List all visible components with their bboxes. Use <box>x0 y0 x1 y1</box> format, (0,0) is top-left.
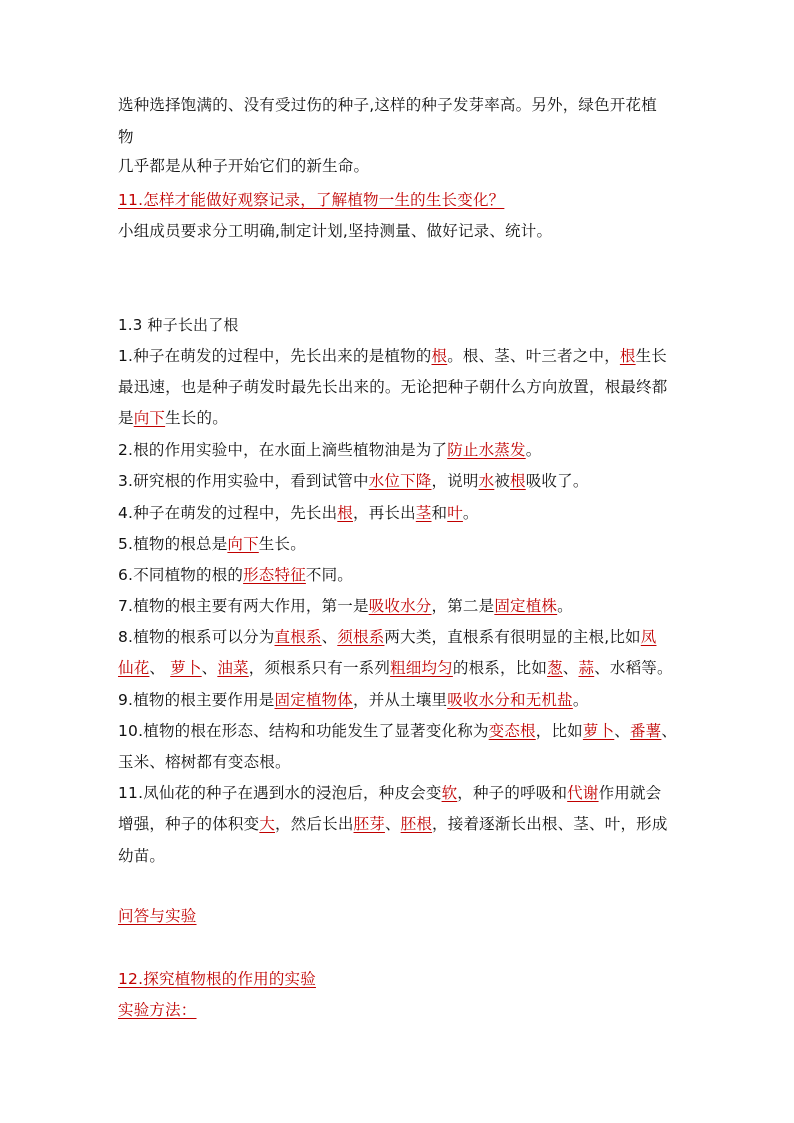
text: 。 <box>525 441 542 459</box>
text: 、 <box>661 722 678 740</box>
item-4 <box>118 502 678 524</box>
item-2 <box>118 439 678 461</box>
text: 4.种子在萌发的过程中，先长出 <box>118 504 338 522</box>
answer-blank: 防止水蒸发 <box>447 441 526 459</box>
answer-blank: 代谢 <box>567 784 599 802</box>
item-3 <box>118 470 678 492</box>
answer-blank: 向下 <box>133 409 166 427</box>
text: ，说明 <box>431 472 479 490</box>
answer-blank: 根 <box>337 504 353 522</box>
text: 被 <box>494 472 511 490</box>
experiment-method-text: 实验方法： <box>118 1001 197 1019</box>
text: ，须根系只有一系列 <box>248 659 391 677</box>
q12-title <box>118 968 678 990</box>
answer-blank: 油菜 <box>217 659 249 677</box>
answer-blank: 茎 <box>415 504 432 522</box>
experiment-method <box>118 999 678 1021</box>
intro-line-3: 几乎都是从种子开始它们的新生命。 <box>118 157 370 175</box>
answer-blank: 水位下降 <box>368 472 432 490</box>
item-6 <box>118 564 678 586</box>
text: ，再长出 <box>353 504 416 522</box>
answer-blank: 胚芽 <box>353 815 385 833</box>
text: 吸收了。 <box>525 472 589 490</box>
section-title: 1.3 种子长出了根 <box>118 316 239 334</box>
answer-blank: 番薯 <box>629 722 662 740</box>
item-1-line-1 <box>118 345 678 367</box>
answer-blank: 根 <box>619 347 636 365</box>
text: 7.植物的根主要有两大作用，第一是 <box>118 597 369 615</box>
q11-question-text: 11.怎样才能做好观察记录，了解植物一生的生长变化？ <box>118 191 505 209</box>
text: ，并从土壤里 <box>353 691 448 709</box>
item-8-line-1 <box>118 626 678 648</box>
text: 11.凤仙花的种子在遇到水的浸泡后，种皮会变 <box>118 784 442 802</box>
q11-question <box>118 189 678 211</box>
answer-blank: 吸收水分和无机盐 <box>447 691 573 709</box>
answer-blank: 直根系 <box>274 628 322 646</box>
text: 、 <box>384 815 401 833</box>
item-7 <box>118 595 678 617</box>
answer-blank: 萝卜 <box>582 722 615 740</box>
item-11-line-2 <box>118 813 678 835</box>
text: ，种子的呼吸和 <box>457 784 568 802</box>
text: 6.不同植物的根的 <box>118 566 244 584</box>
item-1-line-3 <box>118 407 678 429</box>
text: ，第二是 <box>431 597 495 615</box>
answer-blank: 萝卜 <box>170 659 202 677</box>
text: 、 <box>321 628 338 646</box>
text: 3.研究根的作用实验中，看到试管中 <box>118 472 369 490</box>
q11-answer: 小组成员要求分工明确,制定计划,坚持测量、做好记录、统计。 <box>118 222 553 240</box>
answer-blank: 形态特征 <box>243 566 306 584</box>
qa-title-text: 问答与实验 <box>118 907 197 925</box>
text: 。 <box>557 597 573 615</box>
answer-blank: 向下 <box>227 535 259 553</box>
answer-blank: 粗细均匀 <box>390 659 453 677</box>
text: 、 <box>562 659 579 677</box>
answer-blank: 根 <box>510 472 526 490</box>
text: 1.种子在萌发的过程中，先长出来的是植物的 <box>118 347 432 365</box>
text: 、水稻等。 <box>594 659 673 677</box>
intro-line-2: 物 <box>118 128 134 146</box>
text: 8.植物的根系可以分为 <box>118 628 275 646</box>
text: 10.植物的根在形态、结构和功能发生了显著变化称为 <box>118 722 489 740</box>
text: 增强，种子的体积变 <box>118 815 260 833</box>
item-10-line-1 <box>118 720 678 742</box>
answer-blank: 大 <box>259 815 276 833</box>
text: 、 <box>201 659 218 677</box>
text: 的根系，比如 <box>452 659 548 677</box>
text: 9.植物的根主要作用是 <box>118 691 275 709</box>
text: ，接着逐渐长出根、茎、叶，形成 <box>432 815 668 833</box>
answer-blank: 固定植物体 <box>274 691 354 709</box>
item-1-line-2: 最迅速，也是种子萌发时最先长出来的。无论把种子朝什么方向放置，根最终都 <box>118 378 668 396</box>
answer-blank: 变态根 <box>488 722 536 740</box>
text: 、 <box>614 722 630 740</box>
answer-blank: 葱 <box>547 659 563 677</box>
answer-blank: 吸收水分 <box>368 597 432 615</box>
q12-title-text: 12.探究植物根的作用的实验 <box>118 970 316 988</box>
item-11-line-3: 幼苗。 <box>118 847 166 865</box>
item-11-line-1 <box>118 782 678 804</box>
answer-blank: 固定植株 <box>494 597 558 615</box>
answer-blank: 软 <box>441 784 458 802</box>
text: 。根、茎、叶三者之中， <box>447 347 620 365</box>
answer-blank: 胚根 <box>400 815 433 833</box>
text: 不同。 <box>305 566 354 584</box>
item-10-line-2: 玉米、榕树都有变态根。 <box>118 753 291 771</box>
text: 生长的。 <box>165 409 228 427</box>
item-5 <box>118 533 678 555</box>
text: 2.根的作用实验中，在水面上滴些植物油是为了 <box>118 441 448 459</box>
answer-blank: 凤 <box>640 628 657 646</box>
text: ，比如 <box>535 722 583 740</box>
item-8-line-2 <box>118 657 678 679</box>
text: 。 <box>462 504 479 522</box>
answer-blank: 蒜 <box>578 659 595 677</box>
text: 生长。 <box>258 535 306 553</box>
qa-title <box>118 905 678 927</box>
text: 。 <box>572 691 589 709</box>
text: 作用就会 <box>598 784 662 802</box>
text: 和 <box>431 504 448 522</box>
answer-blank: 水 <box>478 472 495 490</box>
item-9 <box>118 689 678 711</box>
answer-blank: 叶 <box>447 504 463 522</box>
text: 是 <box>118 409 134 427</box>
intro-line-1: 选种选择饱满的、没有受过伤的种子,这样的种子发芽率高。另外，绿色开花植 <box>118 96 657 114</box>
answer-blank: 仙花 <box>118 659 150 677</box>
text: 、 <box>149 659 171 677</box>
text: 5.植物的根总是 <box>118 535 228 553</box>
answer-blank: 须根系 <box>337 628 385 646</box>
text: 生长 <box>635 347 668 365</box>
text: ，然后长出 <box>275 815 354 833</box>
answer-blank: 根 <box>431 347 448 365</box>
text: 两大类，直根系有很明显的主根,比如 <box>384 628 641 646</box>
